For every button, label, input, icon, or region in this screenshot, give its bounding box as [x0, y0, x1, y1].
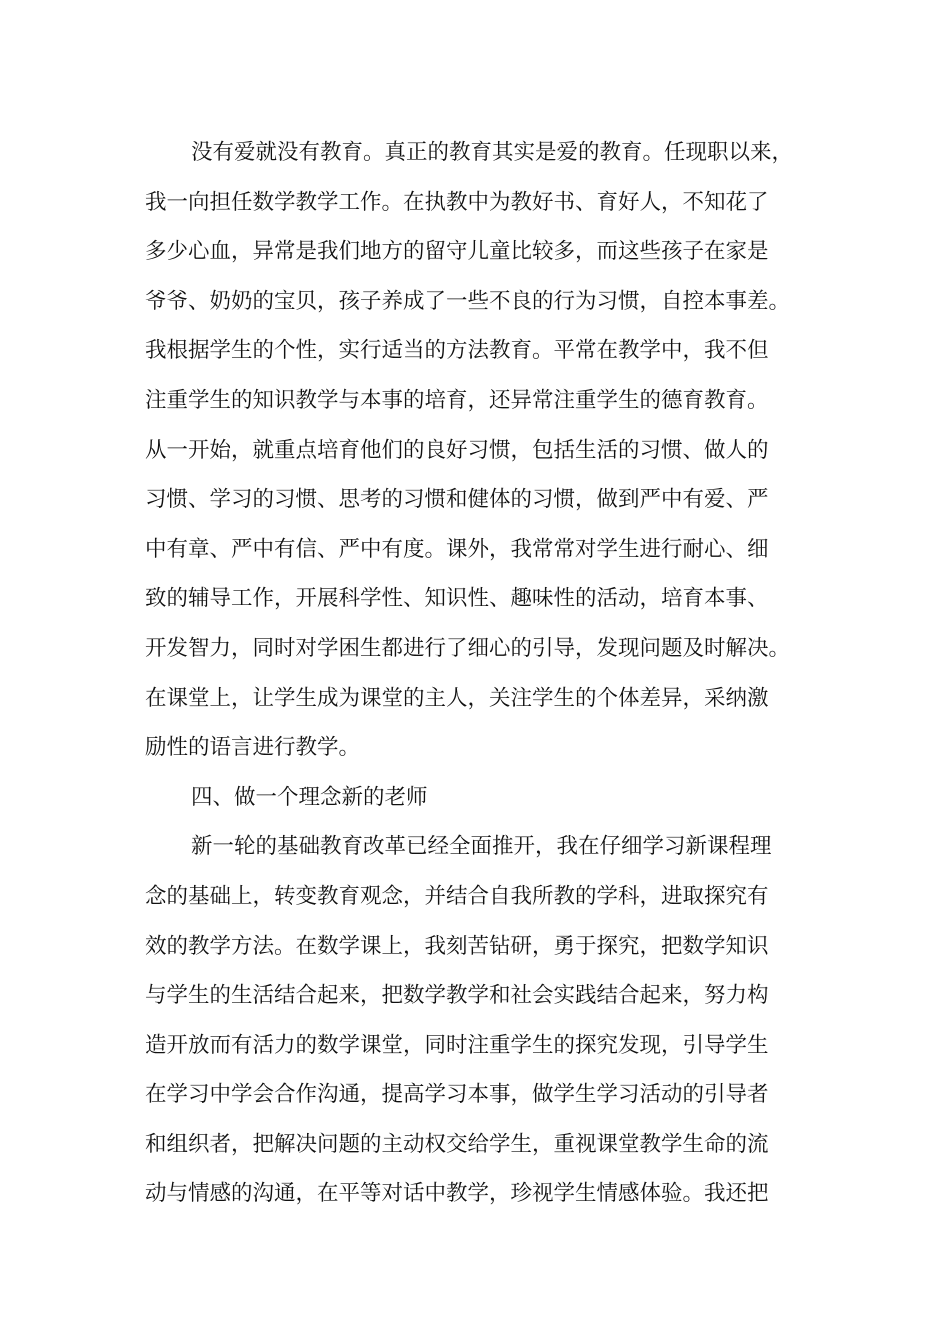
text-line: 新一轮的基础教育改革已经全面推开，我在仔细学习新课程理 — [191, 834, 772, 860]
text-line: 中有章、严中有信、严中有度。课外，我常常对学生进行耐心、细 — [145, 536, 769, 562]
text-line: 爷爷、奶奶的宝贝，孩子养成了一些不良的行为习惯，自控本事差。 — [145, 288, 791, 314]
text-line: 在学习中学会合作沟通，提高学习本事，做学生学习活动的引导者 — [145, 1082, 769, 1108]
text-line: 和组织者，把解决问题的主动权交给学生，重视课堂教学生命的流 — [145, 1131, 769, 1157]
text-line: 励性的语言进行教学。 — [145, 735, 361, 761]
text-line: 念的基础上，转变教育观念，并结合自我所教的学科，进取探究有 — [145, 883, 769, 909]
text-line: 在课堂上，让学生成为课堂的主人，关注学生的个体差异，采纳激 — [145, 685, 769, 711]
text-line: 注重学生的知识教学与本事的培育，还异常注重学生的德育教育。 — [145, 387, 769, 413]
text-line: 没有爱就没有教育。真正的教育其实是爱的教育。任现职以来， — [191, 140, 794, 165]
text-line: 习惯、学习的习惯、思考的习惯和健体的习惯，做到严中有爱、严 — [145, 487, 769, 513]
text-line: 我根据学生的个性，实行适当的方法教育。平常在教学中，我不但 — [145, 338, 769, 364]
text-line: 与学生的生活结合起来，把数学教学和社会实践结合起来，努力构 — [145, 983, 769, 1009]
text-line: 致的辅导工作，开展科学性、知识性、趣味性的活动，培育本事、 — [145, 586, 769, 612]
text-line: 从一开始，就重点培育他们的良好习惯，包括生活的习惯、做人的 — [145, 437, 769, 463]
section-heading: 四、做一个理念新的老师 — [191, 784, 428, 810]
text-line: 开发智力，同时对学困生都进行了细心的引导，发现问题及时解决。 — [145, 635, 791, 661]
text-line: 效的教学方法。在数学课上，我刻苦钻研，勇于探究，把数学知识 — [145, 933, 769, 959]
text-line: 造开放而有活力的数学课堂，同时注重学生的探究发现，引导学生 — [145, 1032, 769, 1058]
text-line: 多少心血，异常是我们地方的留守儿童比较多，而这些孩子在家是 — [145, 239, 769, 265]
text-line: 动与情感的沟通，在平等对话中教学，珍视学生情感体验。我还把 — [145, 1181, 769, 1207]
body-text — [145, 128, 815, 1219]
text-line: 我一向担任数学教学工作。在执教中为教好书、育好人，不知花了 — [145, 189, 769, 215]
